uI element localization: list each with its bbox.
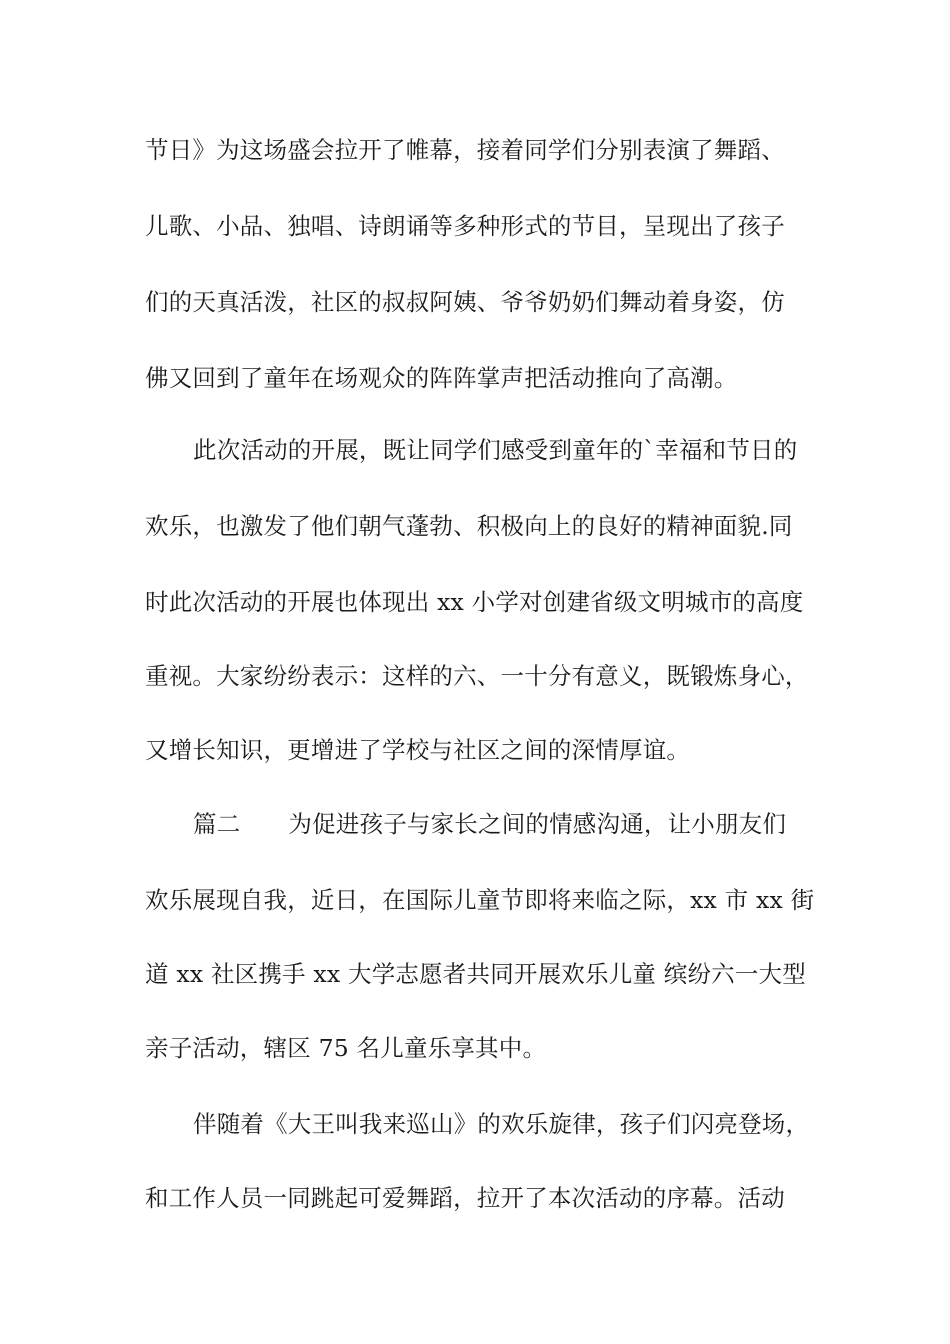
section-label: 篇二 <box>193 810 241 838</box>
text-line: 重视。大家纷纷表示：这样的六、一十分有意义，既锻炼身心， <box>145 662 809 690</box>
section-first-text: 为促进孩子与家长之间的情感沟通，让小朋友们 <box>288 810 787 838</box>
paragraph-first-line: 此次活动的开展，既让同学们感受到童年的`幸福和节日的 <box>193 436 798 464</box>
text-line: 又增长知识，更增进了学校与社区之间的深情厚谊。 <box>145 736 691 764</box>
text-line: 和工作人员一同跳起可爱舞蹈，拉开了本次活动的序幕。活动 <box>145 1184 785 1212</box>
text-line: 道 xx 社区携手 xx 大学志愿者共同开展欢乐儿童 缤纷六一大型 <box>145 960 806 988</box>
text-line: 佛又回到了童年在场观众的阵阵掌声把活动推向了高潮。 <box>145 364 738 392</box>
text-line: 节日》为这场盛会拉开了帷幕，接着同学们分别表演了舞蹈、 <box>145 136 785 164</box>
text-line: 儿歌、小品、独唱、诗朗诵等多种形式的节目，呈现出了孩子 <box>145 212 785 240</box>
text-line: 欢乐展现自我，近日，在国际儿童节即将来临之际，xx 市 xx 街 <box>145 886 815 914</box>
section-heading-line <box>193 804 833 844</box>
text-line: 们的天真活泼，社区的叔叔阿姨、爷爷奶奶们舞动着身姿，仿 <box>145 288 785 316</box>
text-line: 时此次活动的开展也体现出 xx 小学对创建省级文明城市的高度 <box>145 588 804 616</box>
text-line: 欢乐，也激发了他们朝气蓬勃、积极向上的良好的精神面貌.同 <box>145 512 793 540</box>
text-line: 亲子活动，辖区 75 名儿童乐享其中。 <box>145 1034 547 1062</box>
paragraph-first-line: 伴随着《大王叫我来巡山》的欢乐旋律，孩子们闪亮登场， <box>193 1110 810 1138</box>
